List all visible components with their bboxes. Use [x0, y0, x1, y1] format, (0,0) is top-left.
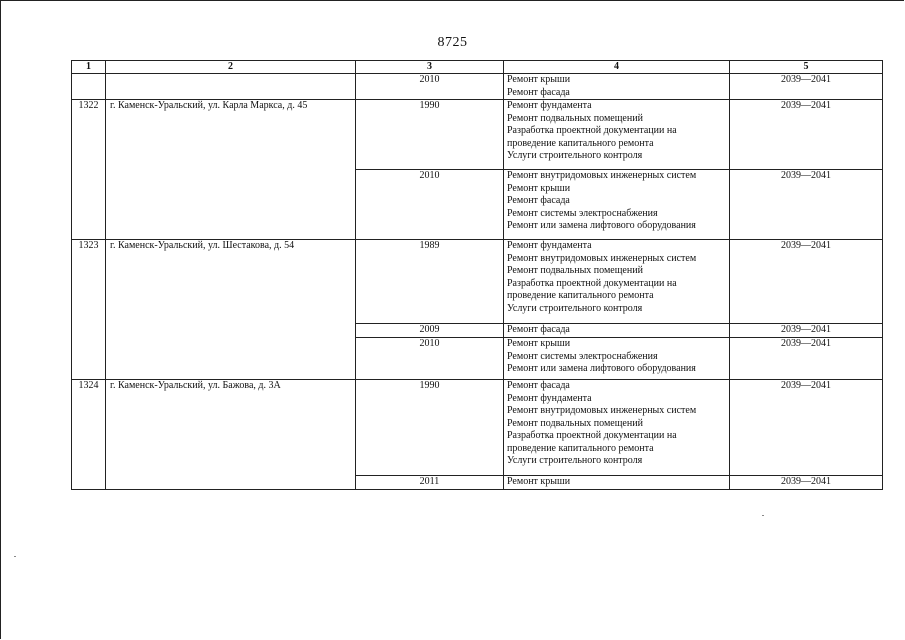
planned-period: 2039—2041 [730, 338, 883, 380]
header-row [72, 61, 883, 74]
table-row [72, 240, 883, 324]
repair-work-item: Ремонт внутридомовых инженерных систем [507, 252, 697, 264]
repair-works-list [504, 170, 730, 240]
table-row [72, 100, 883, 170]
table-row [72, 74, 883, 100]
building-address: г. Каменск-Уральский, ул. Карла Маркса, д. 45 [106, 100, 356, 240]
repair-works-list [504, 100, 730, 170]
repair-works-list [504, 476, 730, 490]
scan-speck [14, 556, 16, 557]
repair-works-list [504, 74, 730, 100]
repair-work-item: Разработка проектной документации на [507, 277, 677, 289]
planned-period: 2039—2041 [730, 324, 883, 338]
planned-period: 2039—2041 [730, 170, 883, 240]
building-address: г. Каменск-Уральский, ул. Бажова, д. 3А [106, 380, 356, 490]
column-header-4: 4 [504, 61, 730, 74]
repair-work-item: Ремонт внутридомовых инженерных систем [507, 170, 697, 181]
last-repair-year: 1989 [356, 240, 504, 324]
table-body [72, 74, 883, 490]
planned-period: 2039—2041 [730, 74, 883, 100]
record-number [72, 74, 106, 100]
repair-work-item: Ремонт крыши [507, 74, 571, 85]
last-repair-year: 1990 [356, 380, 504, 476]
record-number: 1322 [72, 100, 106, 240]
column-header-3: 3 [356, 61, 504, 74]
repair-work-item: Ремонт фасада [507, 380, 570, 391]
repair-work-item: Ремонт фундамента [507, 392, 592, 404]
column-header-1: 1 [72, 61, 106, 74]
last-repair-year: 2010 [356, 74, 504, 100]
column-header-5: 5 [730, 61, 883, 74]
last-repair-year: 2011 [356, 476, 504, 490]
record-number: 1324 [72, 380, 106, 490]
last-repair-year: 2010 [356, 170, 504, 240]
repair-works-list [504, 240, 730, 324]
repair-work-item: Ремонт фундамента [507, 100, 592, 111]
repair-work-item: проведение капитального ремонта [507, 137, 654, 149]
planned-period: 2039—2041 [730, 240, 883, 324]
repair-work-item: Ремонт или замена лифтового оборудования [507, 220, 696, 231]
planned-period: 2039—2041 [730, 476, 883, 490]
repair-works-list [504, 380, 730, 476]
page-number: 8725 [437, 35, 468, 50]
repair-work-item: Разработка проектной документации на [507, 125, 677, 136]
repair-work-item: Ремонт подвальных помещений [507, 417, 643, 429]
repair-work-item: Ремонт фасада [507, 195, 570, 206]
repair-work-item: Ремонт крыши [507, 476, 571, 487]
repair-work-item: Ремонт фундамента [507, 240, 592, 251]
capital-repair-table [71, 60, 883, 490]
table-row [72, 380, 883, 476]
repair-work-item: Ремонт фасада [507, 86, 570, 98]
building-address: г. Каменск-Уральский, ул. Шестакова, д. 54 [106, 240, 356, 380]
repair-works-list [504, 338, 730, 380]
repair-work-item: Ремонт системы электроснабжения [507, 207, 658, 219]
building-address [106, 74, 356, 100]
planned-period: 2039—2041 [730, 100, 883, 170]
last-repair-year: 1990 [356, 100, 504, 170]
last-repair-year: 2009 [356, 324, 504, 338]
repair-work-item: Ремонт фасада [507, 324, 570, 335]
repair-work-item: Услуги строительного контроля [507, 150, 643, 161]
planned-period: 2039—2041 [730, 380, 883, 476]
repair-work-item: Ремонт крыши [507, 338, 571, 349]
scan-speck [762, 515, 764, 516]
repair-works-list [504, 324, 730, 338]
repair-work-item: Услуги строительного контроля [507, 302, 643, 314]
column-header-2: 2 [106, 61, 356, 74]
repair-work-item: Ремонт системы электроснабжения [507, 350, 658, 362]
repair-work-item: проведение капитального ремонта [507, 442, 654, 454]
repair-work-item: Ремонт крыши [507, 182, 571, 194]
last-repair-year: 2010 [356, 338, 504, 380]
repair-work-item: Ремонт подвальных помещений [507, 112, 643, 124]
repair-work-item: Ремонт подвальных помещений [507, 265, 643, 276]
repair-work-item: проведение капитального ремонта [507, 290, 654, 301]
repair-work-item: Услуги строительного контроля [507, 455, 643, 466]
repair-work-item: Ремонт или замена лифтового оборудования [507, 363, 696, 374]
repair-work-item: Ремонт внутридомовых инженерных систем [507, 405, 697, 416]
repair-work-item: Разработка проектной документации на [507, 430, 677, 441]
record-number: 1323 [72, 240, 106, 380]
